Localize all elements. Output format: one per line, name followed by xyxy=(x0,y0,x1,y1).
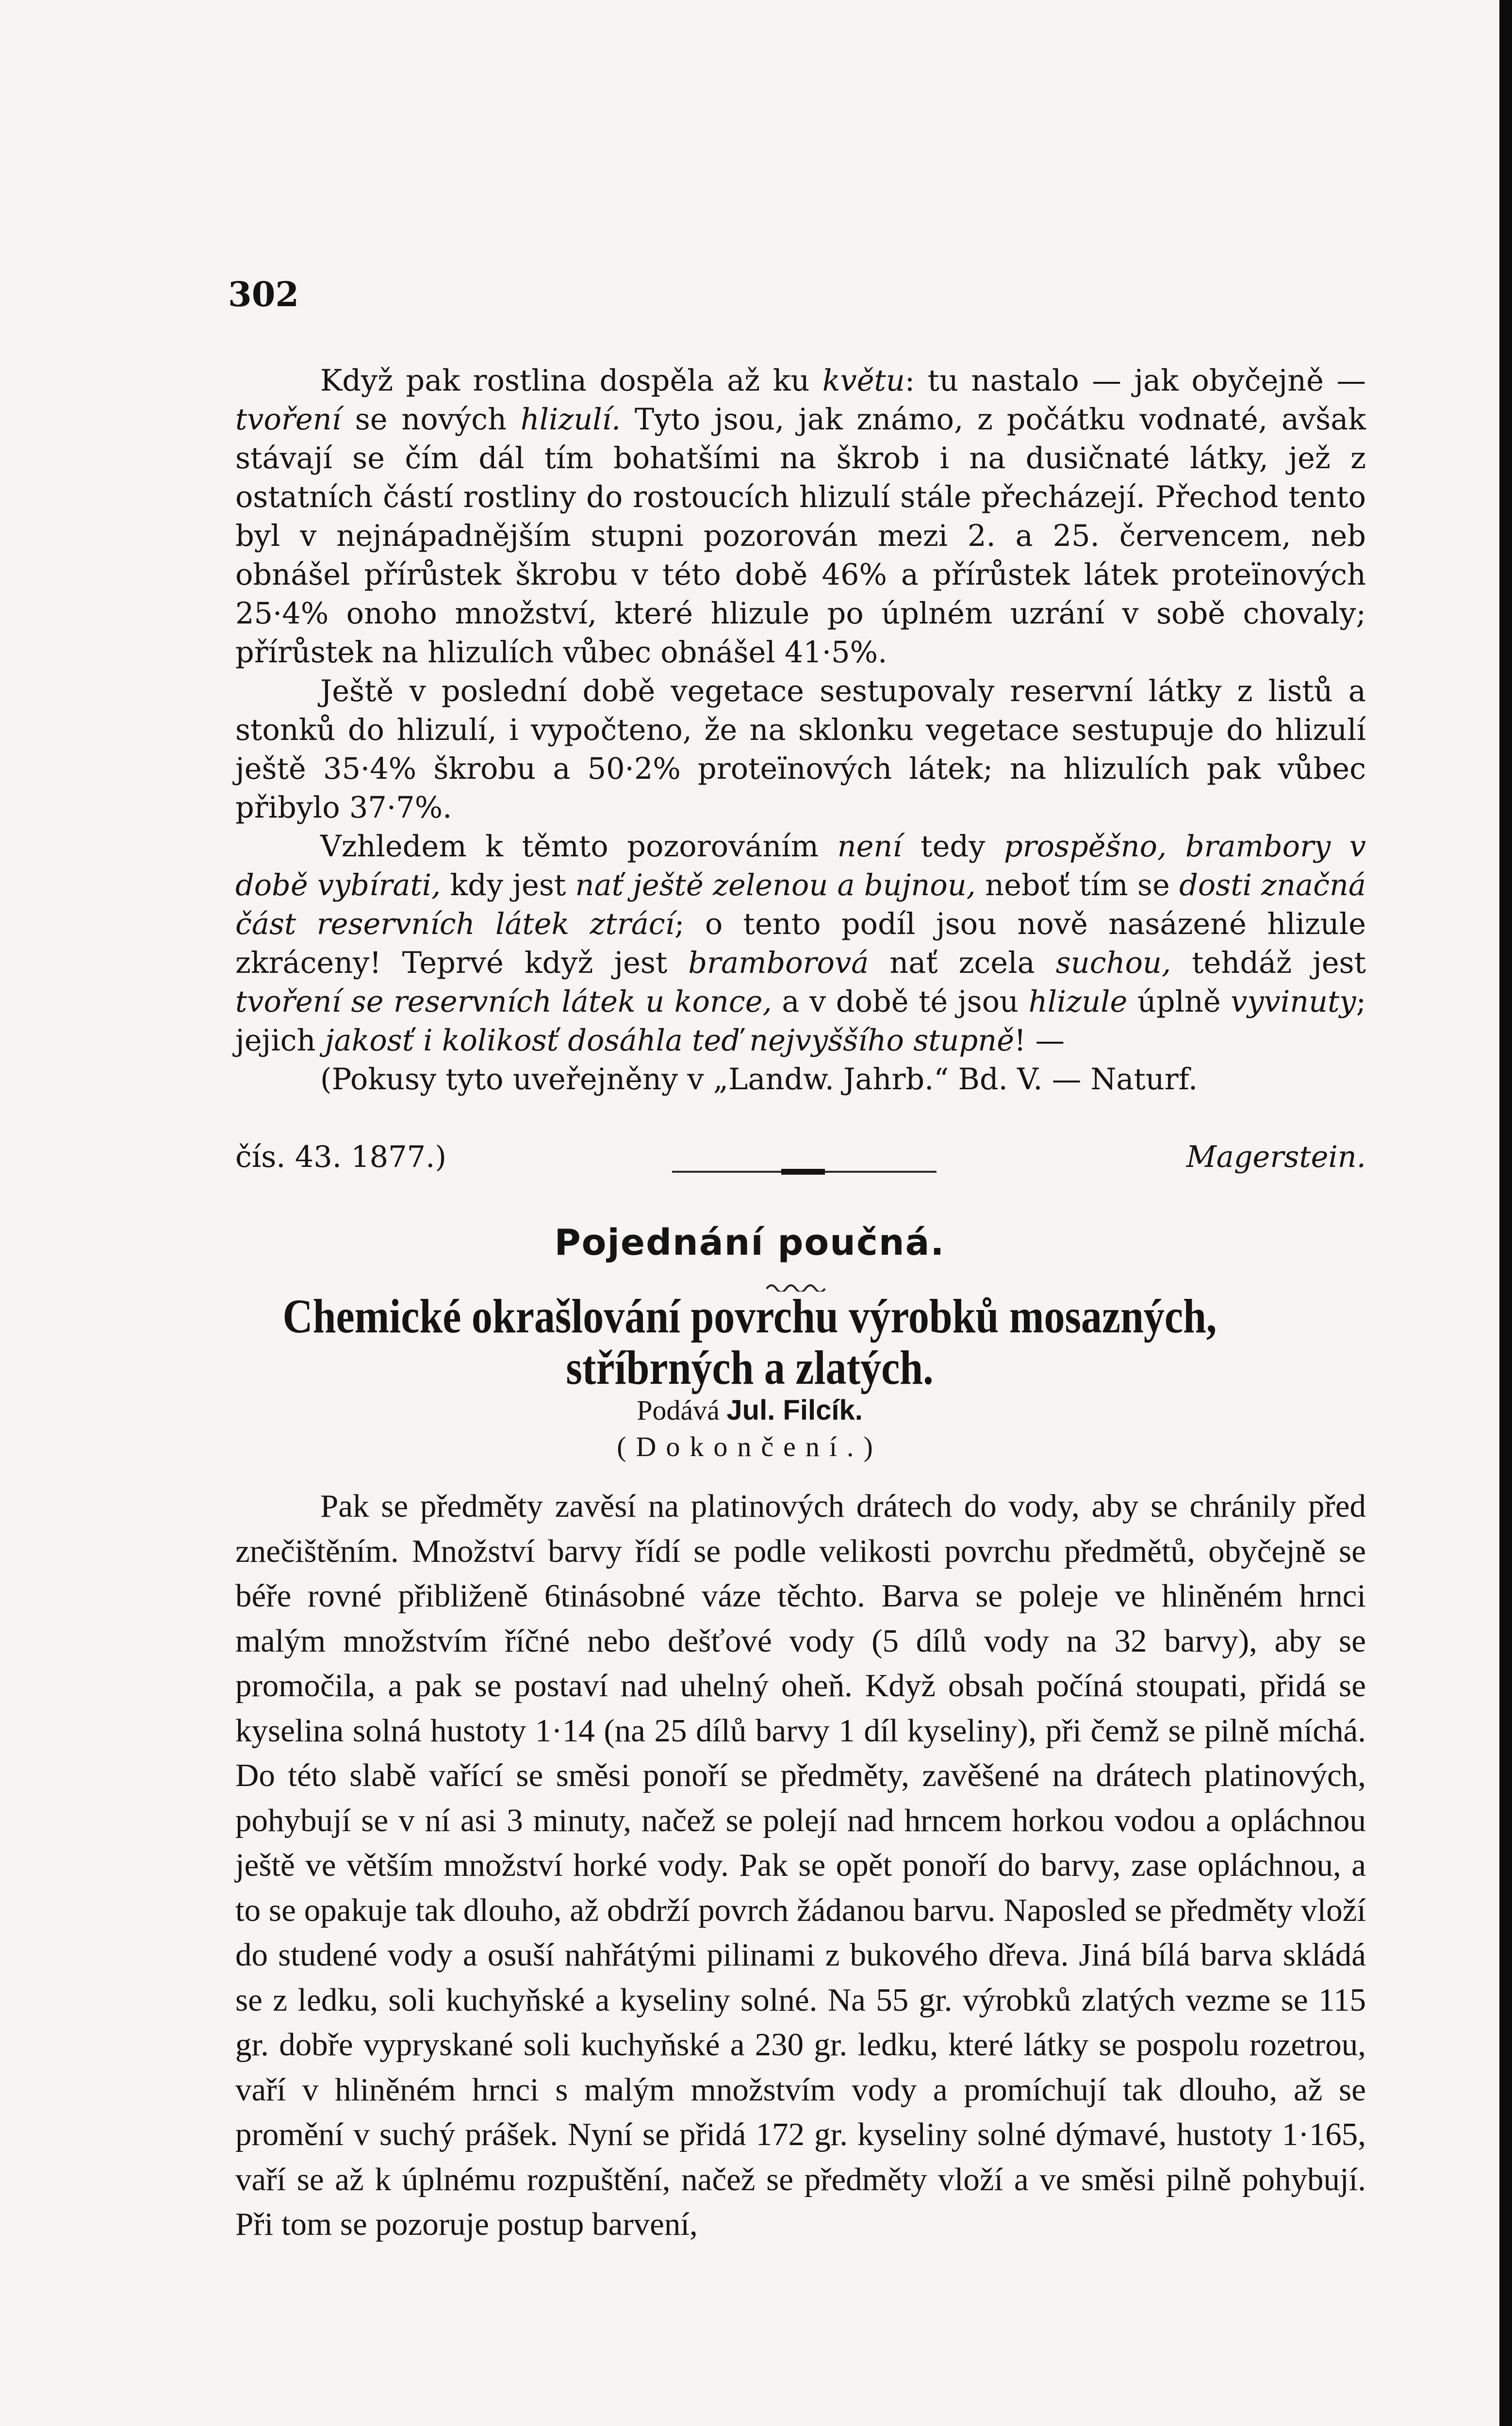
section-divider-mark xyxy=(781,1169,825,1175)
continued-label: (Dokončení.) xyxy=(617,1431,883,1462)
scan-edge xyxy=(1499,0,1512,2426)
paragraph-1: Když pak rostlina dospěla až ku květu: tu nastalo — jak obyčejně — tvoření se nových hlizulí. Tyto jsou, jak známo, z počátku vodnaté, avšak stávají se čím dál tím bohatšími na škrob i na dusičnaté látky, jež z ostatních částí rostliny do rostoucích hlizulí stále přecházejí. Přechod tento byl v nejnápadnějším stupni pozorován mezi 2. a 25. červencem, neb obnášel přírůstek škrobu v této době 46% a přírůstek látek proteïnových 25·4% onoho množství, které hlizule po úplném uzrání v sobě chovaly; přírůstek na hlizulích vůbec obnášel 41·5%. xyxy=(235,364,1366,670)
article-potato-text xyxy=(235,361,1366,1099)
article-metal-text xyxy=(235,1484,1366,2247)
byline: Podává Jul. Filcík. xyxy=(637,1394,863,1426)
paragraph-2: Ještě v poslední době vegetace sestupovaly reservní látky z listů a stonků do hlizulí, i vypočteno, že na sklonku vegetace sestupuje do hlizulí ještě 35·4% škrobu a 50·2% proteïnových látek; na hlizulích pak vůbec přibylo 37·7%. xyxy=(235,674,1366,825)
paragraph-3: Vzhledem k těmto pozorováním není tedy prospěšno, brambory v době vybírati, kdy jest nať ještě zelenou a bujnou, neboť tím se dosti značná část reservních látek ztrácí; o tento podíl jsou nově nasázené hlizule zkráceny! Teprvé když jest bramborová nať zcela suchou, tehdáž jest tvoření se reservních látek u konce, a v době té jsou hlizule úplně vyvinuty; jejich jakosť i kolikosť dosáhla teď nejvyššího stupně! — xyxy=(235,830,1366,1058)
author-signature: Magerstein. xyxy=(1186,1140,1366,1174)
page-number: 302 xyxy=(228,274,299,314)
article-title xyxy=(105,1291,1394,1393)
citation: čís. 43. 1877.) xyxy=(235,1140,446,1174)
section-heading: Pojednání poučná. xyxy=(554,1222,945,1263)
article-title-line-1: Chemické okrašlování povrchu výrobků mosazných, xyxy=(282,1289,1217,1343)
source-note: (Pokusy tyto uveřejněny v „Landw. Jahrb.“ Bd. V. — Naturf. xyxy=(320,1063,1198,1097)
body-paragraph: Pak se předměty zavěsí na platinových drátech do vody, aby se chránily před znečištěním. Množství barvy řídí se podle velikosti povrchu předmětů, obyčejně se béře rovné přibliženě 6tinásobné váze těchto. Barva se poleje ve hliněném hrnci malým množstvím říčné nebo dešťové vody (5 dílů vody na 32 barvy), aby se promočila, a pak se postaví nad uhelný oheň. Když obsah počíná stoupati, přidá se kyselina solná hustoty 1·14 (na 25 dílů barvy 1 díl kyseliny), při čemž se pilně míchá. Do této slabě vařící se směsi ponoří se předměty, zavěšené na drátech platinových, pohybují se v ní asi 3 minuty, načež se polejí nad hrncem horkou vodou a opláchnou ještě ve větším množství horké vody. Pak se opět ponoří do barvy, zase opláchnou, a to se opakuje tak dlouho, až obdrží povrch žádanou barvu. Naposled se předměty vloží do studené vody a osuší nahřátými pilinami z bukového dřeva. Jiná bílá barva skládá se z ledku, soli kuchyňské a kyseliny solné. Na 55 gr. výrobků zlatých vezme se 115 gr. dobře vypryskané soli kuchyňské a 230 gr. ledku, které látky se pospolu rozetrou, vaří v hliněném hrnci s malým množstvím vody a promíchují tak dlouho, až se promění v suchý prášek. Nyní se přidá 172 gr. kyseliny solné dýmavé, hustoty 1·165, vaří se až k úplnému rozpuštění, načež se předměty vloží a ve směsi pilně pohybují. Při tom se pozoruje postup barvení, xyxy=(235,1488,1366,2242)
article-title-line-2: stříbrných a zlatých. xyxy=(566,1341,934,1394)
byline-author: Jul. Filcík. xyxy=(726,1394,863,1426)
